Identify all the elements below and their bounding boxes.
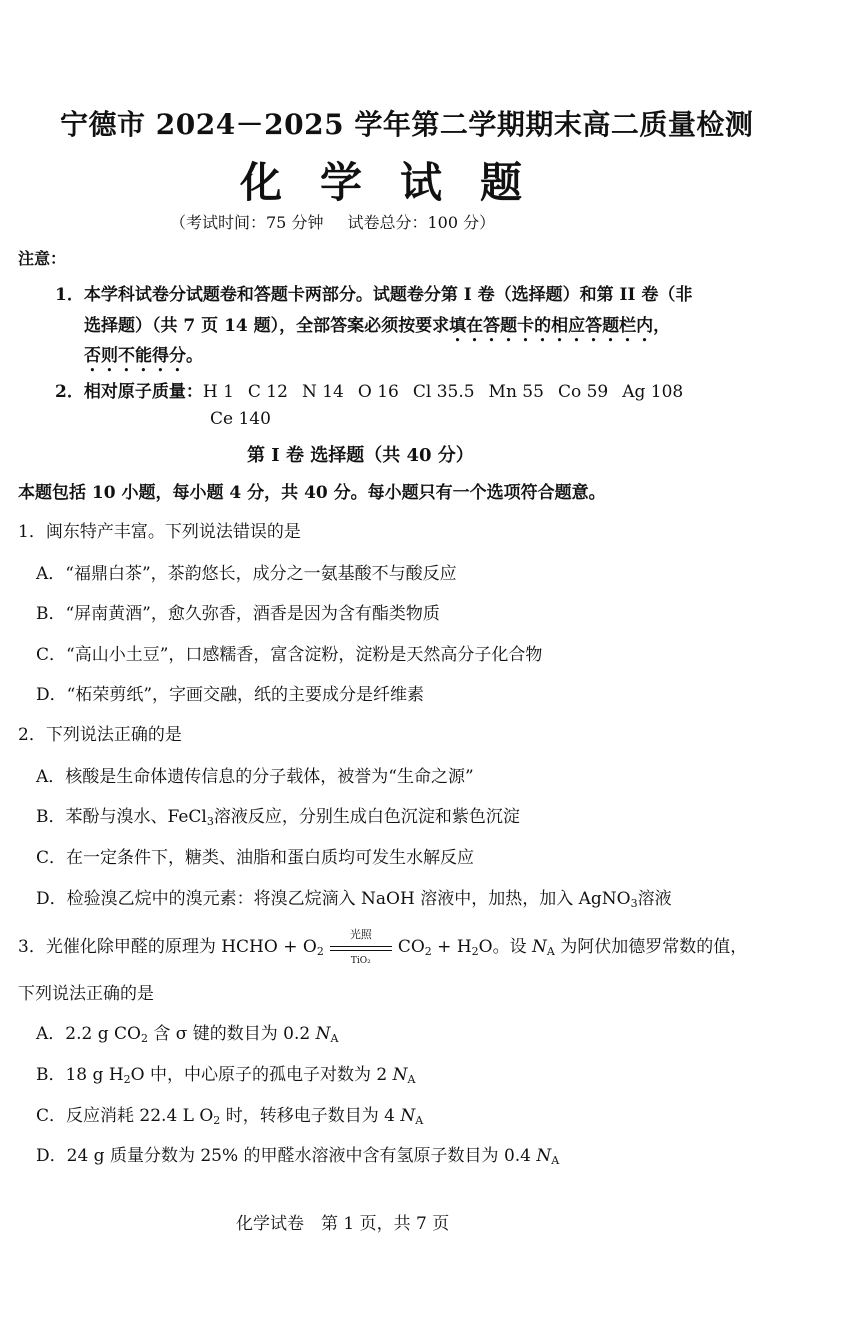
notice-text: 。 [186, 346, 203, 366]
subscript: A [330, 1032, 339, 1045]
atomic-mass: Cl 35.5 [412, 382, 475, 402]
question-3-option-d [36, 1141, 559, 1167]
option-text: D．24 g 质量分数为 25% 的甲醛水溶液中含有氢原子数目为 0.4 [36, 1146, 537, 1166]
stem-text: 为阿伏加德罗常数的值， [554, 937, 748, 957]
stem-text: + H [431, 937, 472, 957]
option-text: C．反应消耗 22.4 L O [36, 1106, 214, 1126]
atomic-mass-label: 2．相对原子质量： [55, 382, 203, 402]
atomic-mass: C 12 [247, 382, 288, 402]
atomic-mass: H 1 [202, 382, 234, 402]
subscript: 3 [630, 897, 638, 910]
equal-line [330, 950, 392, 951]
notice-item-1-line-3 [84, 341, 203, 376]
stem-text: 3．光催化除甲醛的原理为 HCHO + O [18, 937, 317, 957]
subscript: 3 [206, 815, 214, 828]
notice-item-1-line-1: 1．本学科试卷分试题卷和答题卡两部分。试题卷分第 I 卷（选择题）和第 II 卷（非 [55, 285, 693, 305]
notice-item-2 [55, 377, 697, 402]
condition-bottom: TiO₂ [350, 955, 371, 966]
option-text: A．2.2 g CO [36, 1024, 141, 1044]
subscript: 2 [316, 945, 324, 958]
avogadro-symbol: N [315, 1024, 331, 1044]
option-text: 溶液 [637, 889, 672, 909]
option-text: 时，转移电子数目为 4 [220, 1106, 401, 1126]
notice-heading: 注意： [18, 249, 67, 268]
atomic-mass-line-2: Ce 140 [210, 409, 271, 429]
avogadro-symbol: N [400, 1106, 416, 1126]
page-footer: 化学试卷 第 1 页，共 7 页 [236, 1214, 450, 1234]
subscript: 2 [123, 1073, 131, 1086]
question-1-option-d: D．“柘荣剪纸”，字画交融，纸的主要成分是纤维素 [36, 685, 425, 705]
question-2-option-a: A．核酸是生命体遗传信息的分子载体，被誉为“生命之源” [36, 767, 474, 787]
section-intro: 本题包括 10 小题，每小题 4 分，共 40 分。每小题只有一个选项符合题意。 [18, 483, 606, 503]
question-2-option-c: C．在一定条件下，糖类、油脂和蛋白质均可发生水解反应 [36, 848, 475, 868]
question-1-option-c: C．“高山小土豆”，口感糯香，富含淀粉，淀粉是天然高分子化合物 [36, 645, 543, 665]
exam-time: （考试时间：75 分钟 [170, 213, 324, 232]
subscript: A [415, 1114, 424, 1127]
avogadro-symbol: N [536, 1146, 552, 1166]
avogadro-symbol: N [392, 1065, 408, 1085]
question-3-option-a [36, 1019, 338, 1045]
notice-emphasis: 否则不能得分 [84, 346, 186, 366]
atomic-mass: N 14 [301, 382, 344, 402]
stem-text: CO [397, 937, 425, 957]
notice-text: ， [653, 316, 671, 336]
question-3-option-c [36, 1101, 423, 1127]
atomic-mass: Co 59 [557, 382, 609, 402]
question-2-stem: 2．下列说法正确的是 [18, 725, 182, 745]
notice-text: 选择题）（共 7 页 14 题），全部答案必须按要求 [84, 316, 450, 336]
question-2-option-d [36, 884, 672, 910]
atomic-mass: Ag 108 [622, 382, 684, 402]
atomic-mass: O 16 [357, 382, 399, 402]
exam-meta [170, 210, 495, 233]
question-3-stem-line-2: 下列说法正确的是 [18, 984, 154, 1004]
section-heading: 第 I 卷 选择题（共 40 分） [247, 445, 474, 466]
subject-title: 化学试题 [240, 158, 561, 207]
exam-title: 宁德市 2024－2025 学年第二学期期末高二质量检测 [60, 108, 754, 141]
question-3-stem [18, 927, 748, 966]
subscript: A [546, 945, 555, 958]
question-3-option-b [36, 1060, 415, 1086]
avogadro-symbol: N [532, 937, 547, 957]
condition-top: 光照 [349, 927, 372, 941]
subscript: 2 [424, 945, 432, 958]
subscript: A [407, 1073, 416, 1086]
atomic-mass: Mn 55 [488, 382, 544, 402]
subscript: 2 [140, 1032, 148, 1045]
option-text: 溶液反应，分别生成白色沉淀和紫色沉淀 [213, 807, 520, 827]
reaction-condition-arrow [330, 927, 392, 966]
option-text: B．18 g H [36, 1065, 124, 1085]
stem-text: O。设 [478, 937, 532, 957]
subscript: 2 [213, 1114, 221, 1127]
question-1-option-b: B．“屏南黄酒”，愈久弥香，酒香是因为含有酯类物质 [36, 604, 440, 624]
total-score: 试卷总分：100 分） [347, 213, 496, 232]
option-text: 含 σ 键的数目为 0.2 [147, 1024, 316, 1044]
equal-line [330, 946, 392, 947]
option-text: D．检验溴乙烷中的溴元素：将溴乙烷滴入 NaOH 溶液中，加热，加入 AgNO [36, 889, 631, 909]
option-text: O 中，中心原子的孤电子对数为 2 [130, 1065, 393, 1085]
question-1-option-a: A．“福鼎白茶”，茶韵悠长，成分之一氨基酸不与酸反应 [36, 564, 457, 584]
question-2-option-b [36, 802, 520, 828]
subscript: 2 [471, 945, 479, 958]
notice-emphasis: 填在答题卡的相应答题栏内 [449, 316, 654, 336]
subscript: A [551, 1154, 560, 1167]
atomic-mass-list [203, 382, 697, 402]
option-text: B．苯酚与溴水、FeCl [36, 807, 207, 827]
question-1-stem: 1．闽东特产丰富。下列说法错误的是 [18, 522, 301, 542]
